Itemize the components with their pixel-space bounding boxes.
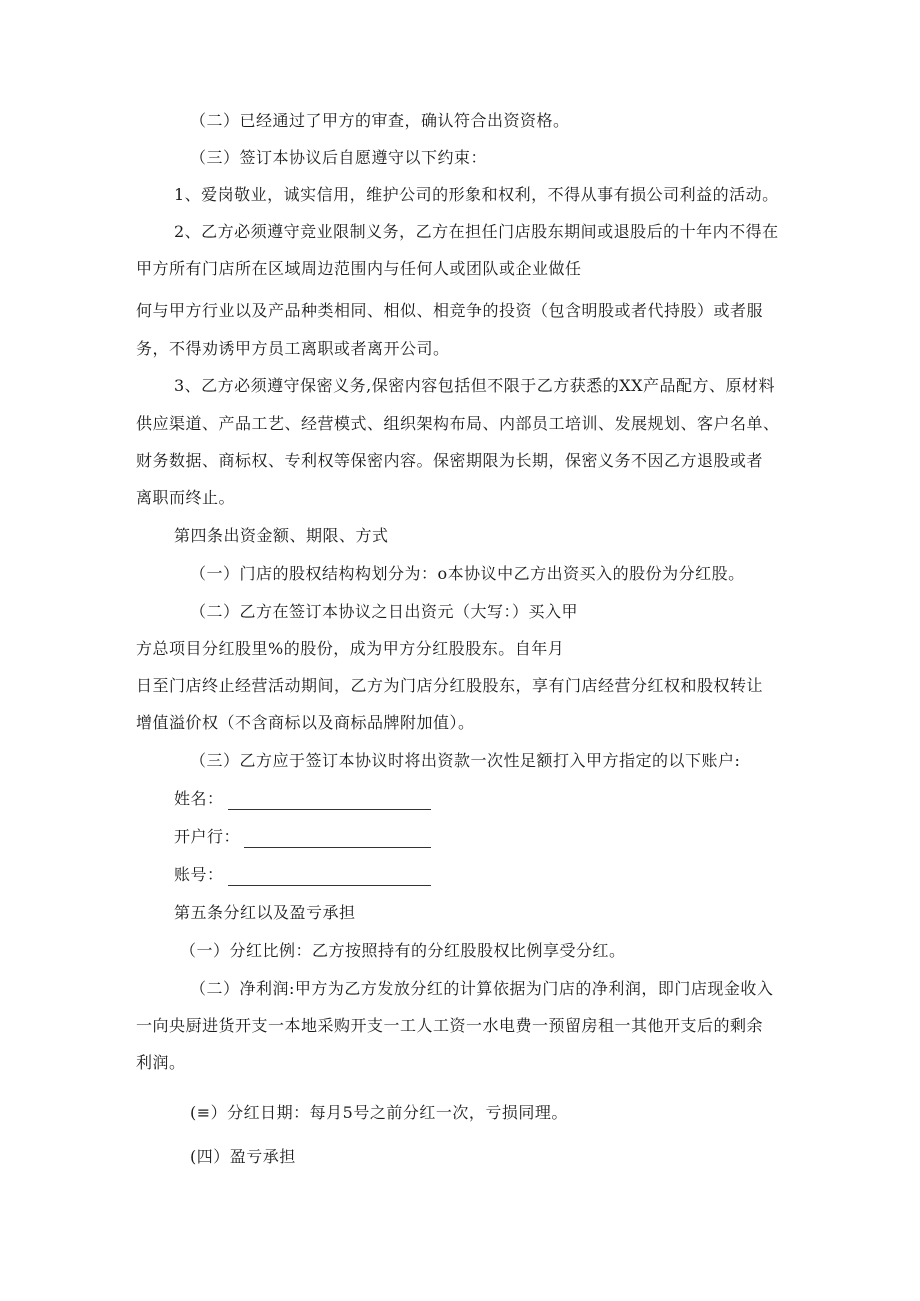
clause-2-2: （二）已经通过了甲方的审查，确认符合出资资格。 bbox=[190, 111, 570, 130]
account-name-field bbox=[174, 788, 434, 812]
article-4-clause-2-line-2: 方总项目分红股里%的股份，成为甲方分红股股东。自年月 bbox=[136, 639, 565, 658]
article-4-clause-3: （三）乙方应于签订本协议时将出资款一次性足额打入甲方指定的以下账户: bbox=[190, 751, 741, 770]
account-name-label: 姓名： bbox=[174, 789, 224, 808]
article-5-clause-1: （一）分红比例：乙方按照持有的分红股股权比例享受分红。 bbox=[180, 941, 626, 960]
article-5-clause-2-line-1: （二）净利润:甲方为乙方发放分红的计算依据为门店的净利润，即门店现金收入 bbox=[190, 979, 774, 998]
article-4-clause-2-line-3: 日至门店终止经营活动期间，乙方为门店分红股股东，享有门店经营分红权和股权转让 bbox=[136, 676, 764, 695]
item-3-line-3: 财务数据、商标权、专利权等保密内容。保密期限为长期，保密义务不因乙方退股或者 bbox=[136, 451, 764, 470]
bank-blank bbox=[244, 847, 431, 848]
article-4-clause-2-line-1: （二）乙方在签订本协议之日出资元（大写：）买入甲 bbox=[190, 602, 579, 621]
article-4-clause-1: （一）门店的股权结构构划分为：o本协议中乙方出资买入的股份为分红股。 bbox=[190, 564, 745, 583]
article-5-clause-3: (≡）分红日期：每月5号之前分红一次，亏损同理。 bbox=[190, 1103, 568, 1122]
bank-label: 开户行： bbox=[174, 827, 241, 846]
article-5-clause-2-line-2: 一向央厨进货开支一本地采购开支一工人工资一水电费一预留房租一其他开支后的剩余 bbox=[136, 1016, 764, 1035]
account-number-blank bbox=[228, 885, 431, 886]
account-number-label: 账号： bbox=[174, 865, 224, 884]
item-2-line-3: 何与甲方行业以及产品种类相同、相似、相竞争的投资（包含明股或者代持股）或者服 bbox=[136, 301, 764, 320]
bank-field bbox=[174, 826, 434, 850]
item-2-line-1: 2、乙方必须遵守竞业限制义务，乙方在担任门店股东期间或退股后的十年内不得在 bbox=[174, 222, 779, 241]
article-5-clause-4: (四）盈亏承担 bbox=[190, 1147, 296, 1166]
item-3-line-4: 离职而终止。 bbox=[136, 488, 236, 507]
item-2-line-2: 甲方所有门店所在区域周边范围内与任何人或团队或企业做任 bbox=[136, 259, 582, 278]
article-5-clause-2-line-3: 利润。 bbox=[136, 1053, 186, 1072]
account-name-blank bbox=[228, 809, 431, 810]
article-4-heading: 第四条出资金额、期限、方式 bbox=[174, 526, 389, 545]
article-4-clause-2-line-4: 增值溢价权（不含商标以及商标品牌附加值）。 bbox=[136, 713, 475, 732]
item-3-line-2: 供应渠道、产品工艺、经营模式、组织架构布局、内部员工培训、发展规划、客户名单、 bbox=[136, 414, 780, 433]
clause-2-3: （三）签订本协议后自愿遵守以下约束： bbox=[190, 148, 488, 167]
item-3-line-1: 3、乙方必须遵守保密义务,保密内容包括但不限于乙方获悉的XX产品配方、原材料 bbox=[174, 376, 776, 395]
article-5-heading: 第五条分红以及盈亏承担 bbox=[174, 903, 356, 922]
item-2-line-4: 务，不得劝诱甲方员工离职或者离开公司。 bbox=[136, 339, 450, 358]
item-1: 1、爱岗敬业，诚实信用，维护公司的形象和权利，不得从事有损公司利益的活动。 bbox=[174, 185, 779, 204]
account-number-field bbox=[174, 864, 434, 888]
